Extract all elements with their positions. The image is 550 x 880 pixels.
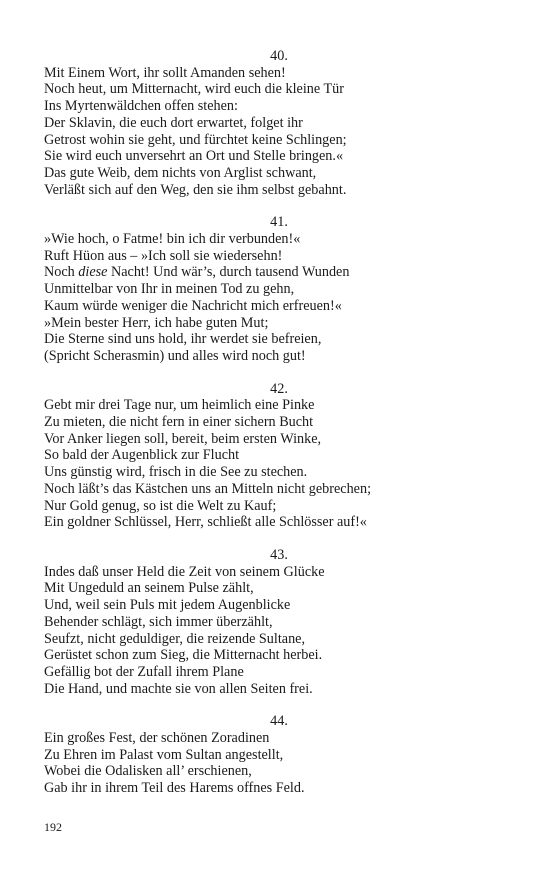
verse-line: So bald der Augenblick zur Flucht [44,447,240,464]
stanza-number: 43. [270,546,288,563]
verse-line: Sie wird euch unversehrt an Ort und Stelle bringen.« [44,148,344,165]
verse-line: Verläßt sich auf den Weg, den sie ihm selbst gebahnt. [44,181,347,198]
stanza-number: 44. [270,713,288,730]
stanza-40 [44,48,514,198]
verse-line: Zu Ehren im Palast vom Sultan angestellt, [44,746,284,763]
stanza-44 [44,713,514,797]
stanza-41 [44,214,514,364]
poem-page [44,48,514,813]
verse-line: Kaum würde weniger die Nachricht mich erfreuen!« [44,297,342,314]
verse-line: Zu mieten, die nicht fern in einer sichern Bucht [44,414,314,431]
verse-line: Nur Gold genug, so ist die Welt zu Kauf; [44,497,277,514]
stanza-number: 41. [270,214,288,231]
verse-line: »Mein bester Herr, ich habe guten Mut; [44,314,269,331]
stanza-number: 42. [270,380,288,397]
verse-line: Ins Myrtenwäldchen offen stehen: [44,98,238,115]
verse-line-with-emphasis [44,264,514,281]
verse-line: Gerüstet schon zum Sieg, die Mitternacht herbei. [44,647,323,664]
verse-line: (Spricht Scherasmin) und alles wird noch gut! [44,347,306,364]
verse-line: Noch heut, um Mitternacht, wird euch die kleine Tür [44,81,344,98]
verse-line: Wobei die Odalisken all’ erschienen, [44,763,252,780]
stanza-42 [44,381,514,531]
verse-line: Das gute Weib, dem nichts von Arglist schwant, [44,164,317,181]
stanza-43 [44,547,514,697]
verse-line: Der Sklavin, die euch dort erwartet, folget ihr [44,114,303,131]
verse-line: Gab ihr in ihrem Teil des Harems offnes Feld. [44,780,305,797]
page-number: 192 [44,820,62,834]
verse-line: Die Hand, und machte sie von allen Seiten frei. [44,680,313,697]
verse-line: Mit Einem Wort, ihr sollt Amanden sehen! [44,64,286,81]
verse-line: Indes daß unser Held die Zeit von seinem Glücke [44,563,325,580]
verse-line: Ruft Hüon aus – »Ich soll sie wiedersehn! [44,247,283,264]
verse-line: Unmittelbar von Ihr in meinen Tod zu gehn, [44,281,295,298]
verse-line: Gebt mir drei Tage nur, um heimlich eine Pinke [44,397,315,414]
verse-line: Ein großes Fest, der schönen Zoradinen [44,730,270,747]
verse-line: Seufzt, nicht geduldiger, die reizende Sultane, [44,630,306,647]
verse-line: Mit Ungeduld an seinem Pulse zählt, [44,580,254,597]
verse-line: »Wie hoch, o Fatme! bin ich dir verbunden!« [44,231,301,248]
verse-line-part: Nacht! Und wär’s, durch tausend Wunden [107,264,350,281]
verse-line: Getrost wohin sie geht, und fürchtet keine Schlingen; [44,131,347,148]
verse-line: Gefällig bot der Zufall ihrem Plane [44,663,244,680]
emphasized-word: diese [78,264,108,281]
verse-line: Noch läßt’s das Kästchen uns an Mitteln nicht gebrechen; [44,480,372,497]
verse-line: Vor Anker liegen soll, bereit, beim ersten Winke, [44,430,322,447]
verse-line: Ein goldner Schlüssel, Herr, schließt alle Schlösser auf!« [44,514,367,531]
verse-line: Die Sterne sind uns hold, ihr werdet sie befreien, [44,331,322,348]
verse-line: Und, weil sein Puls mit jedem Augenblicke [44,597,291,614]
verse-line: Behender schlägt, sich immer überzählt, [44,613,273,630]
verse-line: Uns günstig wird, frisch in die See zu stechen. [44,464,308,481]
stanza-number: 40. [270,48,288,64]
verse-line-part: Noch [44,264,79,281]
